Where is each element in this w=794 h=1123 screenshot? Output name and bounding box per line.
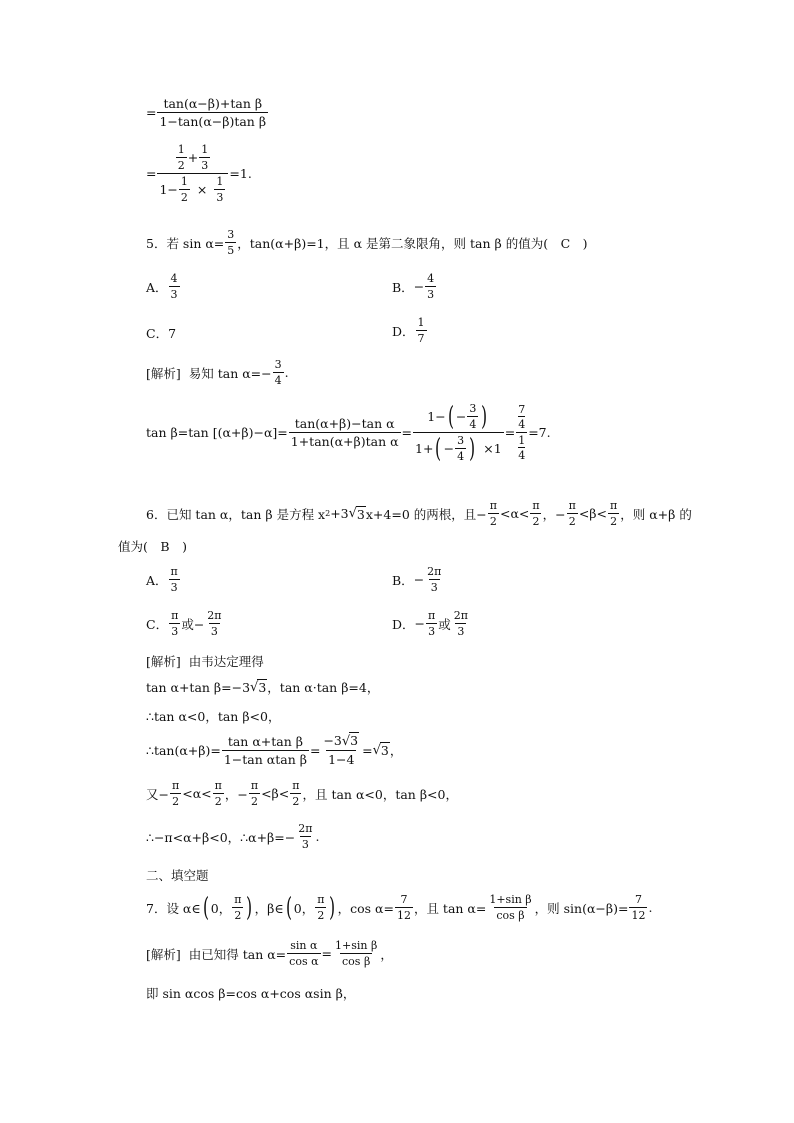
question-5: 5．若 sin α= $\frac{3}{5}$ ，tan(α+β)=1，且 α 是第二象限角，则 tan β 的值为( C ) bbox=[146, 228, 588, 257]
step2-line: = 1 2 + $\frac{1}{3}$ 1− $\frac{1}{2}$ × $\frac{1}{3}$ =1. bbox=[146, 143, 252, 204]
step2-fraction: 1 2 + $\frac{1}{3}$ 1− $\frac{1}{2}$ × $\frac{1}{3}$ bbox=[157, 143, 228, 204]
question-6-line2: 值为( B ) bbox=[118, 539, 187, 554]
nested-fraction: 1− ( − $\frac{3}{4}$ ) 1+ ( − $\frac{3}{4}$ ) ×1 bbox=[415, 401, 502, 464]
compound-fraction: 7 4 1 4 bbox=[518, 403, 526, 462]
analysis-tag: [解析] bbox=[146, 654, 181, 669]
question-7: 7．设 α∈ ( 0， π 2 ) ，β∈ ( 0， π 2 ) ，cos α= $\frac{7}{12}$ ，且 tan α= $\frac{\text{1+sin β}}{\text{cos β}}$ ，则 sin(α−β)= $\frac{7}{12}$ . bbox=[146, 892, 653, 923]
analysis-6-line1: tan α+tan β=−3 √ 3 ，tan α·tan β=4， bbox=[146, 679, 380, 695]
q6-option-c[interactable]: C． π 3 或− $\frac{2\pi}{3}$ bbox=[146, 609, 222, 638]
analysis-6-line4: 又− $\frac{\pi}{2}$ <α< π 2 ，− $\frac{\pi}{2}$ <β< π 2 ，且 tan α<0，tan β<0， bbox=[146, 779, 458, 808]
question-6-line1: 6．已知 tan α，tan β 是方程 x 2 +3 √ 3 x+4=0 的两根，且− $\frac{\pi}{2}$ <α< π 2 ，− $\frac{\pi}{2}$ <β< π 2 ，则 α+β 的 bbox=[146, 499, 692, 528]
analysis-tag: [解析] bbox=[146, 946, 181, 962]
q5-option-b[interactable]: B． − $\frac{4}{3}$ bbox=[392, 272, 435, 301]
q5-option-c[interactable]: C． 7 bbox=[146, 325, 177, 341]
analysis-tag: [解析] bbox=[146, 365, 181, 381]
step1-fraction: $\frac{\text{tan(α−β)+tan β}}{\text{1−tan(α−β)tan β}}$ bbox=[159, 96, 267, 129]
analysis-7-line1: [解析] 由已知得 tan α= $\frac{\text{sin α}}{\text{cos α}}$ = $\frac{\text{1+sin β}}{\text{cos β}}$ ， bbox=[146, 939, 393, 968]
answer-blank[interactable]: $\frac{7}{12}$ bbox=[631, 893, 646, 922]
analysis-5-line1: [解析] 易知 tan α=− $\frac{3}{4}$ . bbox=[146, 358, 289, 387]
analysis-5-line2: tan β=tan [(α+β)−α]= $\frac{\text{tan(α+β)−tan α}}{\text{1+tan(α+β)tan α}}$ = 1− ( − $\frac{3}{4}$ ) 1+ ( − $\frac{3}{4}$ ) ×1 = 7 4 1 4 =7. bbox=[146, 401, 551, 464]
analysis-6-line0: [解析] 由韦达定理得 bbox=[146, 654, 264, 669]
q6-option-d[interactable]: D． − $\frac{\pi}{3}$ 或 2π 3 bbox=[392, 609, 468, 638]
analysis-6-line2: ∴tan α<0，tan β<0， bbox=[146, 709, 281, 724]
q6-option-b[interactable]: B． − $\frac{2\pi}{3}$ bbox=[392, 565, 442, 594]
q5-option-d[interactable]: D． 1 7 bbox=[392, 316, 425, 345]
step1-line: = $\frac{\text{tan(α−β)+tan β}}{\text{1−tan(α−β)tan β}}$ bbox=[146, 96, 267, 129]
analysis-6-line3: ∴tan(α+β)= $\frac{\text{tan α+tan β}}{\text{1−tan αtan β}}$ = $\frac{-3√3}{1-4}$ = √ 3 ， bbox=[146, 733, 403, 767]
analysis-6-line5: ∴−π<α+β<0，∴α+β=− $\frac{2\pi}{3}$ . bbox=[146, 822, 320, 851]
q5-option-a[interactable]: A． 4 3 bbox=[146, 272, 178, 301]
q6-option-a[interactable]: A． π 3 bbox=[146, 565, 178, 594]
section-heading: 二、填空题 bbox=[146, 868, 209, 883]
analysis-7-line2: 即 sin αcos β=cos α+cos αsin β， bbox=[146, 986, 356, 1001]
